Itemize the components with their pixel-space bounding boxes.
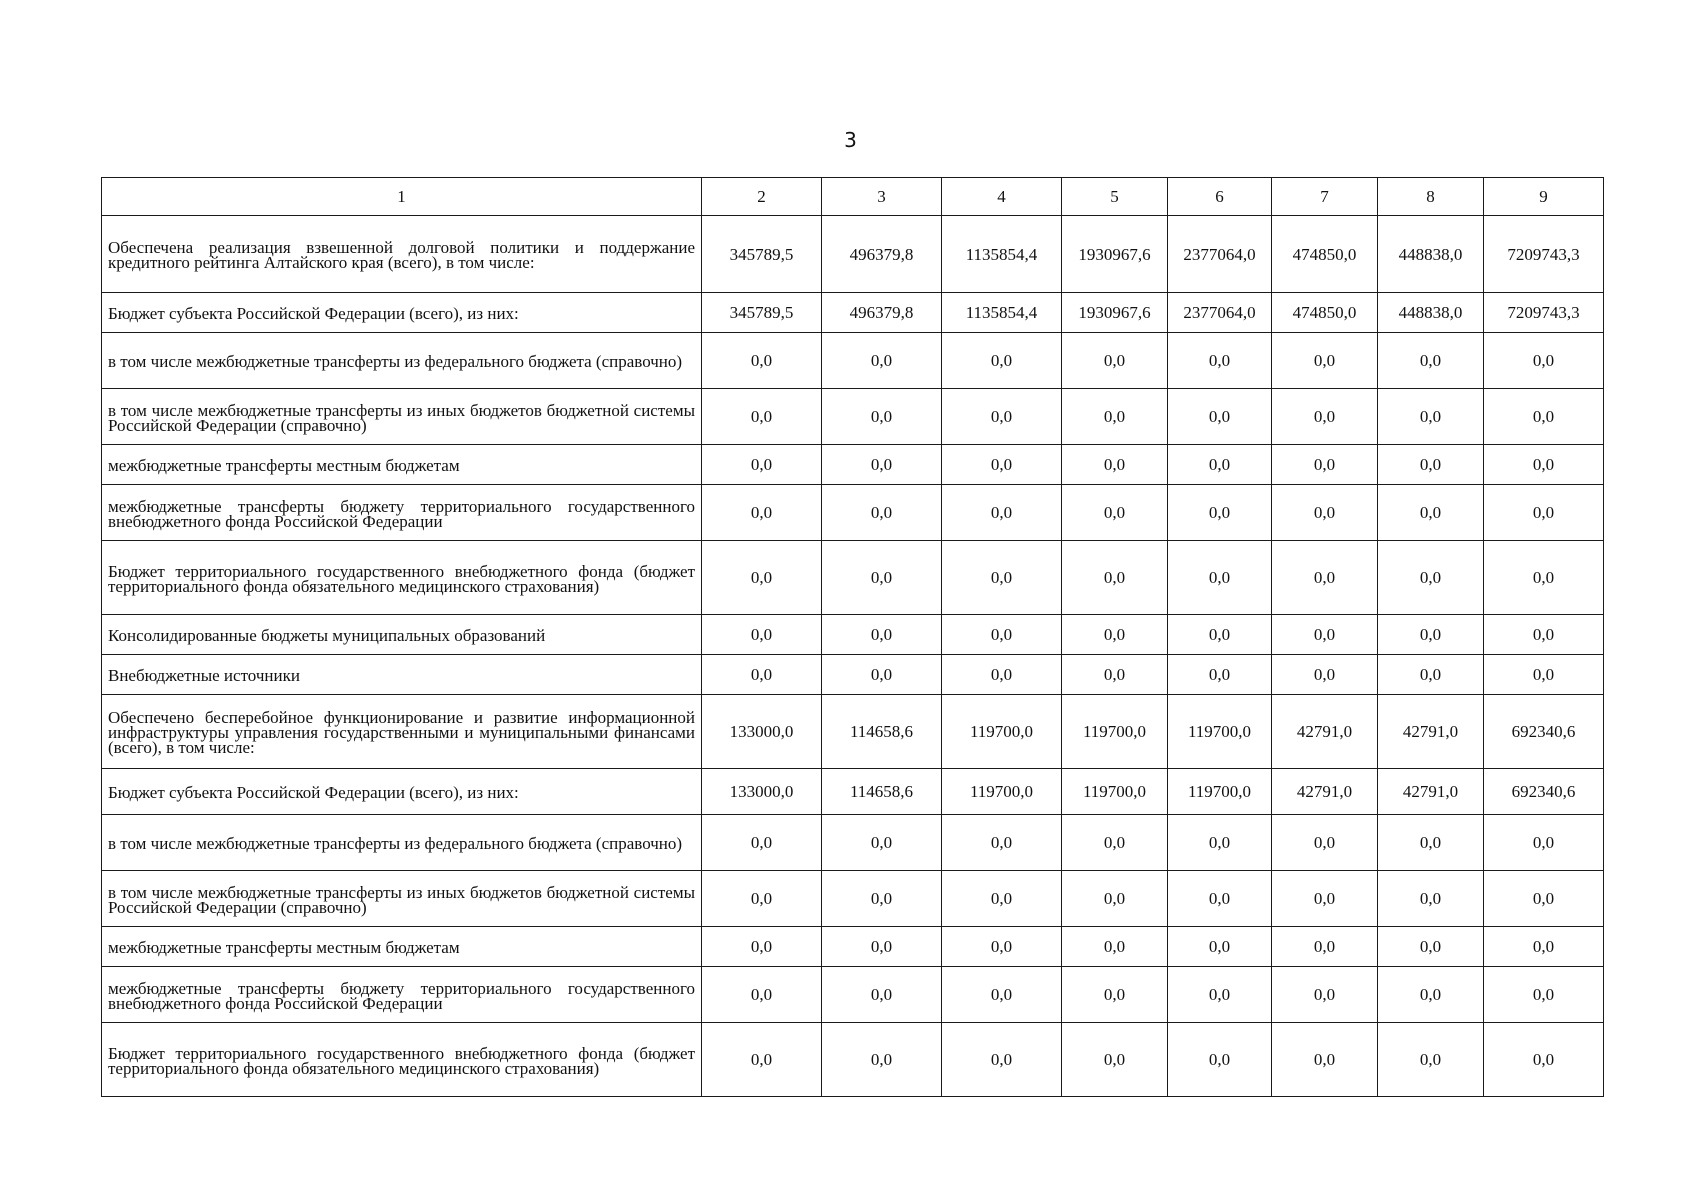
row-value: 1135854,4 (942, 293, 1062, 333)
row-label: межбюджетные трансферты бюджету территориального государственного внебюджетного фонда Российской Федерации (102, 485, 702, 541)
row-value: 0,0 (1378, 445, 1484, 485)
row-value: 7209743,3 (1484, 216, 1604, 293)
row-value: 0,0 (1484, 967, 1604, 1023)
row-value: 0,0 (1272, 1023, 1378, 1097)
row-value: 0,0 (1484, 655, 1604, 695)
row-value: 0,0 (942, 927, 1062, 967)
row-value: 0,0 (822, 967, 942, 1023)
row-value: 0,0 (1484, 445, 1604, 485)
row-label: межбюджетные трансферты местным бюджетам (102, 445, 702, 485)
row-value: 0,0 (1484, 1023, 1604, 1097)
row-value: 0,0 (942, 541, 1062, 615)
row-value: 0,0 (702, 485, 822, 541)
row-value: 0,0 (822, 1023, 942, 1097)
row-value: 0,0 (822, 541, 942, 615)
row-value: 0,0 (1168, 485, 1272, 541)
row-value: 1930967,6 (1062, 293, 1168, 333)
row-value: 0,0 (822, 815, 942, 871)
row-value: 496379,8 (822, 293, 942, 333)
row-label: межбюджетные трансферты местным бюджетам (102, 927, 702, 967)
row-value: 119700,0 (1168, 695, 1272, 769)
row-value: 0,0 (1378, 541, 1484, 615)
row-value: 0,0 (1168, 389, 1272, 445)
row-value: 119700,0 (1062, 695, 1168, 769)
row-value: 0,0 (942, 333, 1062, 389)
table-row (102, 815, 1604, 871)
row-value: 0,0 (702, 815, 822, 871)
row-value: 0,0 (1062, 389, 1168, 445)
row-value: 0,0 (822, 927, 942, 967)
table-row (102, 445, 1604, 485)
row-value: 0,0 (1484, 927, 1604, 967)
row-value: 0,0 (1378, 967, 1484, 1023)
column-header: 2 (702, 178, 822, 216)
row-label: Бюджет субъекта Российской Федерации (всего), из них: (102, 769, 702, 815)
row-value: 0,0 (1062, 967, 1168, 1023)
row-value: 119700,0 (1062, 769, 1168, 815)
row-value: 42791,0 (1378, 769, 1484, 815)
row-value: 0,0 (1378, 389, 1484, 445)
row-value: 0,0 (1062, 333, 1168, 389)
table-row (102, 1023, 1604, 1097)
row-label: межбюджетные трансферты бюджету территориального государственного внебюджетного фонда Российской Федерации (102, 967, 702, 1023)
row-value: 0,0 (702, 967, 822, 1023)
table-row (102, 967, 1604, 1023)
column-header: 8 (1378, 178, 1484, 216)
row-value: 42791,0 (1378, 695, 1484, 769)
budget-table (101, 177, 1604, 1097)
row-value: 114658,6 (822, 769, 942, 815)
row-value: 448838,0 (1378, 216, 1484, 293)
row-value: 0,0 (1378, 927, 1484, 967)
row-value: 0,0 (822, 615, 942, 655)
row-value: 119700,0 (942, 695, 1062, 769)
row-value: 0,0 (1378, 485, 1484, 541)
row-value: 0,0 (822, 871, 942, 927)
row-value: 0,0 (1272, 967, 1378, 1023)
row-value: 0,0 (1168, 655, 1272, 695)
row-value: 1930967,6 (1062, 216, 1168, 293)
row-value: 0,0 (1168, 445, 1272, 485)
row-value: 474850,0 (1272, 216, 1378, 293)
table-row (102, 541, 1604, 615)
row-value: 0,0 (822, 389, 942, 445)
row-value: 0,0 (1378, 333, 1484, 389)
row-value: 0,0 (822, 485, 942, 541)
row-value: 0,0 (942, 967, 1062, 1023)
row-value: 119700,0 (942, 769, 1062, 815)
row-label: Бюджет территориального государственного внебюджетного фонда (бюджет территориального фонда обязательного медицинского страхования) (102, 1023, 702, 1097)
row-value: 474850,0 (1272, 293, 1378, 333)
row-value: 0,0 (1378, 815, 1484, 871)
row-value: 0,0 (702, 541, 822, 615)
row-value: 0,0 (942, 1023, 1062, 1097)
row-value: 0,0 (1484, 615, 1604, 655)
row-value: 0,0 (822, 655, 942, 695)
row-value: 0,0 (822, 333, 942, 389)
row-value: 0,0 (1168, 871, 1272, 927)
column-header: 5 (1062, 178, 1168, 216)
row-value: 133000,0 (702, 695, 822, 769)
table-row (102, 389, 1604, 445)
row-value: 0,0 (942, 389, 1062, 445)
row-value: 0,0 (702, 333, 822, 389)
row-value: 0,0 (1272, 541, 1378, 615)
row-value: 692340,6 (1484, 769, 1604, 815)
column-header: 3 (822, 178, 942, 216)
row-value: 0,0 (702, 1023, 822, 1097)
row-value: 114658,6 (822, 695, 942, 769)
row-value: 0,0 (1062, 1023, 1168, 1097)
row-value: 496379,8 (822, 216, 942, 293)
row-value: 0,0 (1272, 815, 1378, 871)
row-value: 0,0 (1062, 445, 1168, 485)
row-label: в том числе межбюджетные трансферты из иных бюджетов бюджетной системы Российской Федерации (справочно) (102, 871, 702, 927)
row-value: 1135854,4 (942, 216, 1062, 293)
row-label: Обеспечено бесперебойное функционирование и развитие информационной инфраструктуры управления государственными и муниципальными финансами (всего), в том числе: (102, 695, 702, 769)
row-label: в том числе межбюджетные трансферты из федерального бюджета (справочно) (102, 815, 702, 871)
row-value: 0,0 (1062, 815, 1168, 871)
row-value: 119700,0 (1168, 769, 1272, 815)
row-value: 0,0 (1168, 615, 1272, 655)
row-value: 0,0 (942, 655, 1062, 695)
column-header: 7 (1272, 178, 1378, 216)
row-value: 0,0 (702, 871, 822, 927)
row-value: 0,0 (942, 615, 1062, 655)
row-value: 0,0 (1272, 655, 1378, 695)
row-value: 0,0 (1062, 541, 1168, 615)
row-value: 133000,0 (702, 769, 822, 815)
row-value: 345789,5 (702, 293, 822, 333)
table-row (102, 927, 1604, 967)
row-value: 0,0 (702, 389, 822, 445)
row-value: 0,0 (1168, 1023, 1272, 1097)
row-value: 0,0 (1484, 485, 1604, 541)
row-value: 0,0 (1062, 615, 1168, 655)
table-row (102, 216, 1604, 293)
row-value: 0,0 (1062, 927, 1168, 967)
row-value: 0,0 (1378, 871, 1484, 927)
row-value: 0,0 (1168, 927, 1272, 967)
row-value: 0,0 (1168, 333, 1272, 389)
row-value: 42791,0 (1272, 769, 1378, 815)
row-value: 0,0 (1272, 485, 1378, 541)
column-header: 4 (942, 178, 1062, 216)
row-value: 345789,5 (702, 216, 822, 293)
row-value: 0,0 (702, 615, 822, 655)
table-row (102, 655, 1604, 695)
row-value: 0,0 (1484, 389, 1604, 445)
row-label: в том числе межбюджетные трансферты из иных бюджетов бюджетной системы Российской Федерации (справочно) (102, 389, 702, 445)
row-value: 0,0 (1168, 967, 1272, 1023)
row-value: 0,0 (1484, 871, 1604, 927)
row-label: Обеспечена реализация взвешенной долговой политики и поддержание кредитного рейтинга Алтайского края (всего), в том числе: (102, 216, 702, 293)
row-value: 0,0 (1168, 815, 1272, 871)
row-value: 0,0 (1062, 655, 1168, 695)
page-number: 3 (844, 128, 857, 152)
row-value: 0,0 (1168, 541, 1272, 615)
row-value: 7209743,3 (1484, 293, 1604, 333)
row-value: 448838,0 (1378, 293, 1484, 333)
row-value: 2377064,0 (1168, 216, 1272, 293)
table-row (102, 333, 1604, 389)
row-value: 0,0 (942, 871, 1062, 927)
row-value: 2377064,0 (1168, 293, 1272, 333)
table-row (102, 485, 1604, 541)
row-label: Внебюджетные источники (102, 655, 702, 695)
row-label: в том числе межбюджетные трансферты из федерального бюджета (справочно) (102, 333, 702, 389)
column-header: 6 (1168, 178, 1272, 216)
row-value: 42791,0 (1272, 695, 1378, 769)
row-label: Бюджет субъекта Российской Федерации (всего), из них: (102, 293, 702, 333)
row-value: 0,0 (1272, 389, 1378, 445)
row-value: 0,0 (1272, 615, 1378, 655)
table-row (102, 293, 1604, 333)
column-header: 1 (102, 178, 702, 216)
row-value: 0,0 (1272, 445, 1378, 485)
row-value: 692340,6 (1484, 695, 1604, 769)
row-value: 0,0 (702, 655, 822, 695)
row-value: 0,0 (1378, 615, 1484, 655)
row-value: 0,0 (1272, 927, 1378, 967)
table-row (102, 871, 1604, 927)
row-value: 0,0 (1484, 815, 1604, 871)
table-row (102, 695, 1604, 769)
table-row (102, 615, 1604, 655)
row-value: 0,0 (1484, 333, 1604, 389)
row-value: 0,0 (702, 445, 822, 485)
row-value: 0,0 (1378, 1023, 1484, 1097)
row-value: 0,0 (942, 485, 1062, 541)
table-header-row (102, 178, 1604, 216)
row-value: 0,0 (1272, 871, 1378, 927)
column-header: 9 (1484, 178, 1604, 216)
row-value: 0,0 (702, 927, 822, 967)
row-label: Консолидированные бюджеты муниципальных образований (102, 615, 702, 655)
row-value: 0,0 (1062, 485, 1168, 541)
row-value: 0,0 (1378, 655, 1484, 695)
row-value: 0,0 (1062, 871, 1168, 927)
row-value: 0,0 (942, 815, 1062, 871)
row-value: 0,0 (1272, 333, 1378, 389)
row-value: 0,0 (1484, 541, 1604, 615)
row-label: Бюджет территориального государственного внебюджетного фонда (бюджет территориального фонда обязательного медицинского страхования) (102, 541, 702, 615)
row-value: 0,0 (942, 445, 1062, 485)
row-value: 0,0 (822, 445, 942, 485)
table-row (102, 769, 1604, 815)
